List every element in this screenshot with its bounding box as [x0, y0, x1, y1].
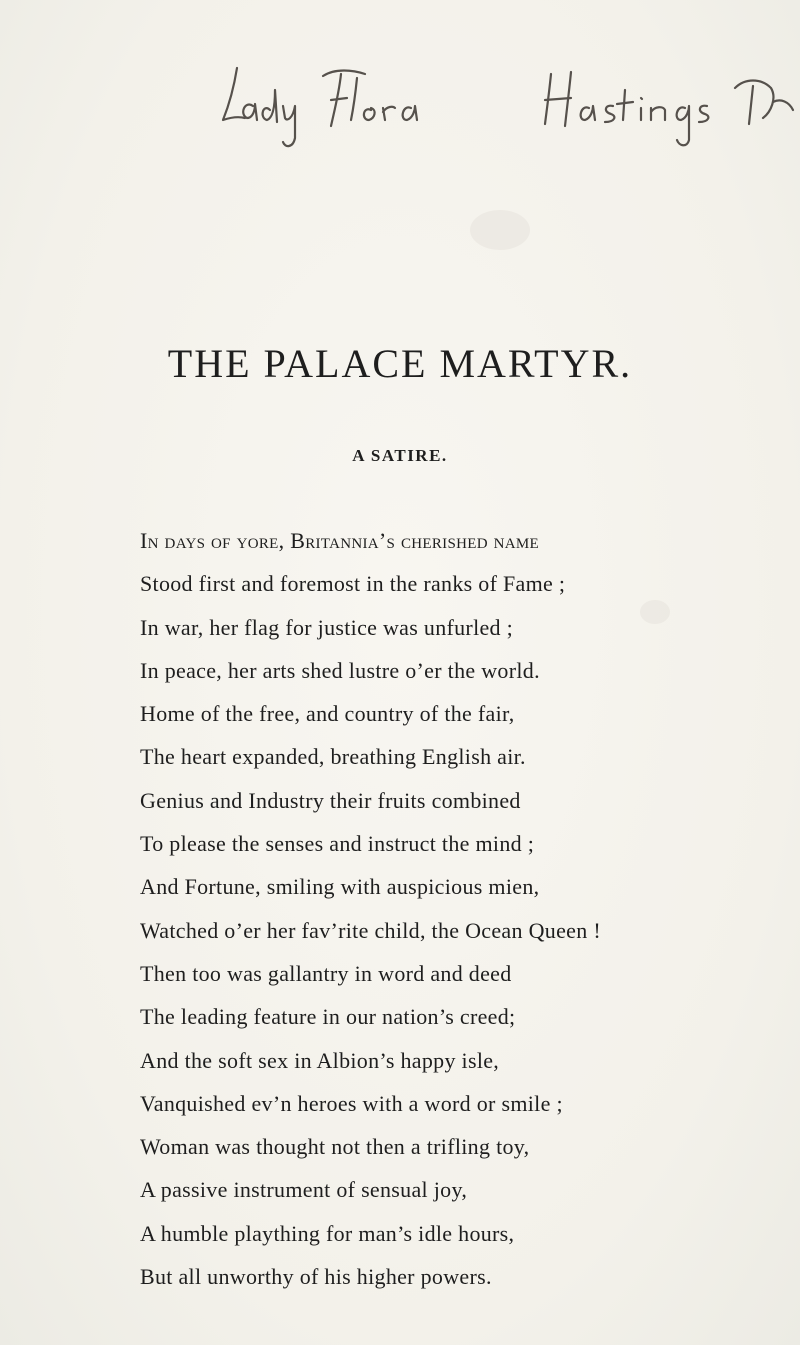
poem-line: Then too was gallantry in word and deed [140, 960, 512, 986]
poem-line: And the soft sex in Albion’s happy isle, [140, 1047, 500, 1073]
poem-line: Home of the free, and country of the fair, [140, 701, 515, 727]
page-title: THE PALACE MARTYR. [167, 341, 633, 386]
poem-line: But all unworthy of his higher powers. [140, 1264, 492, 1290]
poem-line: The leading feature in our nation’s creed; [140, 1004, 516, 1030]
poem-line: Watched o’er her fav’rite child, the Ocean Queen ! [140, 917, 601, 943]
poem-line: To please the senses and instruct the mind ; [140, 831, 535, 857]
poem-line: Vanquished ev’n heroes with a word or smile ; [140, 1090, 563, 1116]
poem-line: A humble plaything for man’s idle hours, [140, 1220, 515, 1246]
poem-text [140, 519, 780, 1298]
poem-line: And Fortune, smiling with auspicious mien, [140, 874, 540, 900]
poem-line: Genius and Industry their fruits combined [140, 787, 521, 813]
poem-line: In peace, her arts shed lustre o’er the world. [140, 657, 540, 683]
poem-line: Stood first and foremost in the ranks of Fame ; [140, 571, 566, 597]
poem-line: The heart expanded, breathing English air. [140, 744, 526, 770]
poem-line: A passive instrument of sensual joy, [140, 1177, 468, 1203]
handwritten-inscription [215, 48, 800, 168]
poem-line: In days of yore, Britannia’s cherished name [140, 528, 539, 553]
paper-stain [470, 210, 530, 250]
poem-line: Woman was thought not then a trifling toy, [140, 1134, 530, 1160]
poem-line: In war, her flag for justice was unfurled ; [140, 614, 514, 640]
page-subtitle: A SATIRE. [352, 446, 448, 465]
